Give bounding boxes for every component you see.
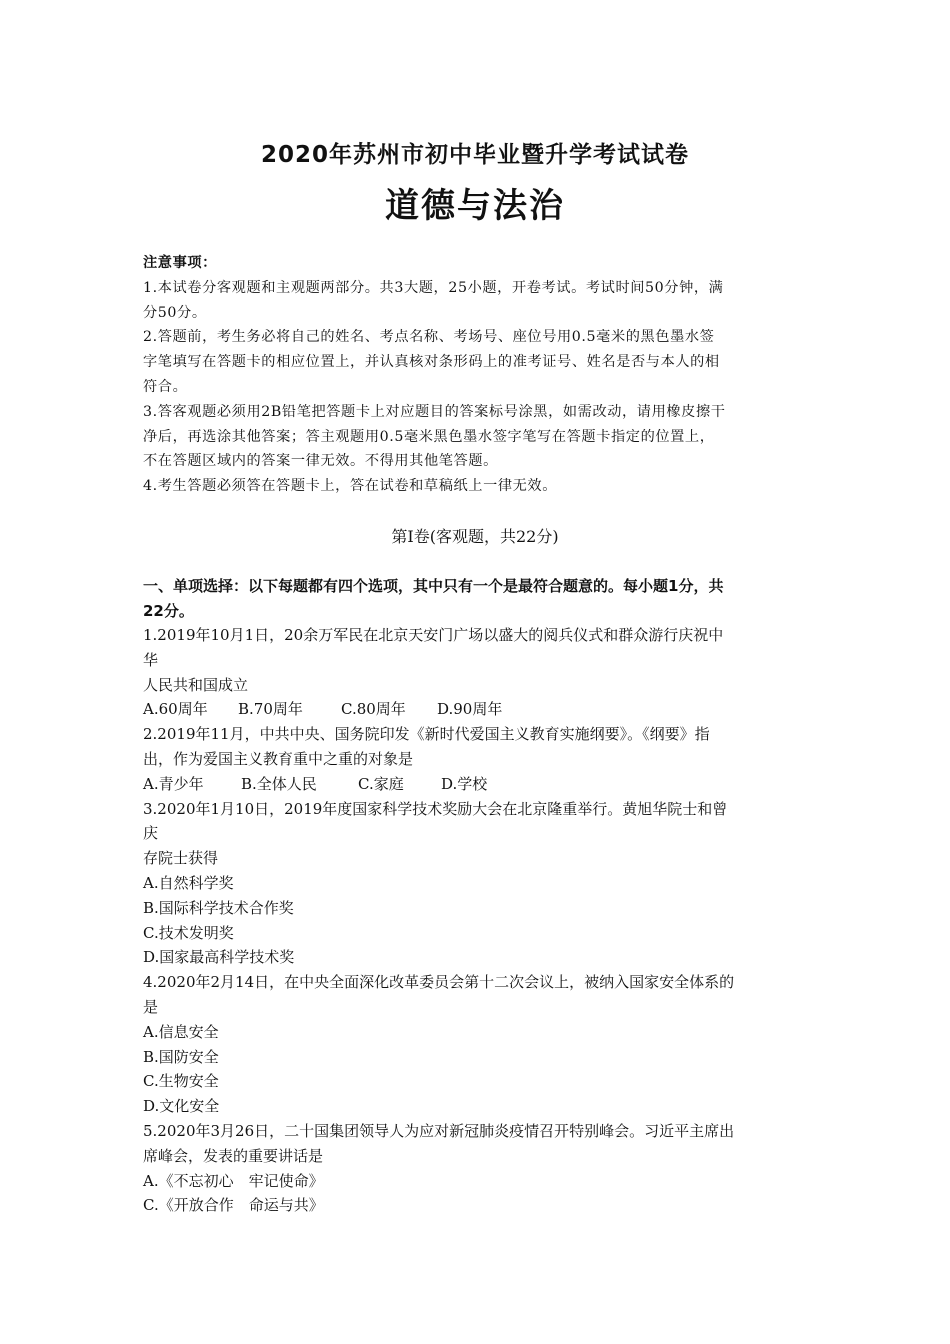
option: B.全体人民 [241, 774, 317, 793]
option: D.文化安全 [143, 1097, 220, 1116]
question-stem: 2.2019年11月，中共中央、国务院印发《新时代爱国主义教育实施纲要》。《纲要》指 [143, 725, 710, 744]
question-stem: 庆 [143, 824, 159, 843]
option: A.《不忘初心 牢记使命》 [143, 1171, 324, 1190]
option: D.90周年 [437, 700, 503, 719]
exam-title: 2020年苏州市初中毕业暨升学考试试卷 [260, 142, 689, 168]
notice-heading: 注意事项： [143, 255, 217, 271]
section-title: 第Ⅰ卷(客观题，共22分) [391, 527, 559, 546]
notice-line: 分50分。 [143, 304, 207, 321]
question-stem: 4.2020年2月14日，在中央全面深化改革委员会第十二次会议上，被纳入国家安全体系的 [143, 973, 735, 992]
question-stem: 华 [143, 650, 159, 669]
question-list [143, 623, 813, 1218]
notice-line: 4.考生答题必须答在答题卡上，答在试卷和草稿纸上一律无效。 [143, 478, 558, 495]
instruction-line: 22分。 [143, 601, 194, 620]
question-stem: 存院士获得 [143, 849, 219, 868]
option: D.学校 [441, 774, 488, 793]
question-stem: 3.2020年1月10日，2019年度国家科学技术奖励大会在北京隆重举行。黄旭华院士和曾 [143, 799, 728, 818]
option: C.家庭 [358, 774, 404, 793]
option: A.自然科学奖 [143, 873, 234, 892]
question-stem: 是 [143, 997, 159, 1016]
subject-title: 道德与法治 [385, 186, 565, 226]
option: A.信息安全 [143, 1022, 219, 1041]
notice-line: 符合。 [143, 378, 188, 395]
option-row [143, 772, 813, 797]
question-stem: 1.2019年10月1日，20余万军民在北京天安门广场以盛大的阅兵仪式和群众游行庆祝中 [143, 626, 724, 644]
section-instruction [143, 574, 813, 624]
option: A.青少年 [143, 774, 204, 793]
notice-line: 1.本试卷分客观题和主观题两部分。共3大题，25小题，开卷考试。考试时间50分钟，满 [143, 279, 724, 296]
question-stem: 席峰会，发表的重要讲话是 [143, 1146, 324, 1165]
instruction-line: 一、单项选择：以下每题都有四个选项，其中只有一个是最符合题意的。每小题1分，共 [143, 577, 724, 595]
option: B.70周年 [238, 700, 303, 719]
notice-line: 3.答客观题必须用2B铅笔把答题卡上对应题目的答案标号涂黑，如需改动，请用橡皮擦干 [143, 403, 726, 420]
notice-line: 2.答题前，考生务必将自己的姓名、考点名称、考场号、座位号用0.5毫米的黑色墨水签 [143, 329, 715, 346]
notice-line: 净后，再选涂其他答案；答主观题用0.5毫米黑色墨水签字笔写在答题卡指定的位置上， [143, 428, 715, 445]
option: D.国家最高科学技术奖 [143, 948, 295, 967]
option: C.《开放合作 命运与共》 [143, 1196, 324, 1215]
option: C.技术发明奖 [143, 923, 234, 942]
question-stem: 5.2020年3月26日，二十国集团领导人为应对新冠肺炎疫情召开特别峰会。习近平主席出 [143, 1121, 735, 1140]
option: C.生物安全 [143, 1072, 219, 1091]
option: B.国防安全 [143, 1047, 219, 1066]
option: B.国际科学技术合作奖 [143, 898, 294, 917]
option-row [143, 697, 813, 722]
notice-line: 不在答题区域内的答案一律无效。不得用其他笔答题。 [143, 453, 498, 470]
option: A.60周年 [143, 700, 208, 719]
notice-line: 字笔填写在答题卡的相应位置上，并认真核对条形码上的准考证号、姓名是否与本人的相 [143, 354, 720, 371]
option: C.80周年 [341, 700, 406, 719]
question-stem: 出，作为爱国主义教育重中之重的对象是 [143, 749, 414, 768]
notice-block [143, 251, 813, 499]
question-stem: 人民共和国成立 [143, 675, 249, 694]
